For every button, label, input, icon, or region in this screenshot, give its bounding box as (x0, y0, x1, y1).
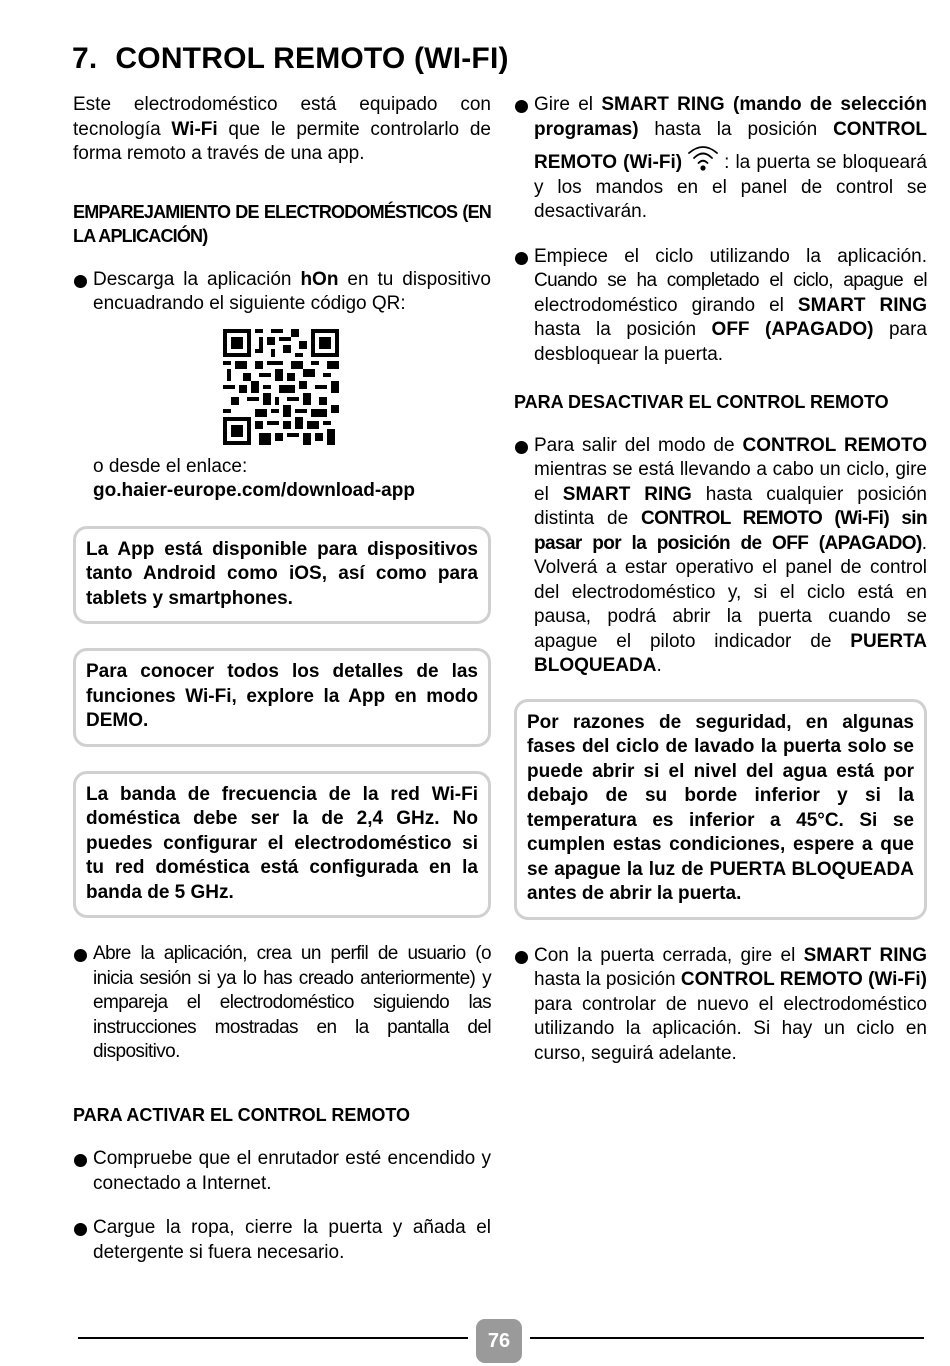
info-box-demo-mode: Para conocer todos los detalles de las funciones Wi-Fi, explore la App en modo DEMO. (73, 648, 491, 747)
section-title: CONTROL REMOTO (WI-FI) (115, 42, 509, 75)
load-bullet: Cargue la ropa, cierre la puerta y añada el detergente si fuera necesario. (73, 1216, 491, 1265)
info-box-wifi-band: La banda de frecuencia de la red Wi-Fi doméstica debe ser la de 2,4 GHz. No puedes configurar el electrodoméstico si tu red doméstica está configurada en la banda de 5 GHz. (73, 771, 491, 919)
wifi-icon (686, 142, 720, 172)
left-column (73, 93, 491, 1265)
qr-code-icon (223, 329, 339, 445)
info-box-app-availability: La App está disponible para dispositivos tanto Android como iOS, así como para tablets y smartphones. (73, 526, 491, 625)
section-heading (72, 42, 509, 76)
exit-mode-bullet: Para salir del modo de CONTROL REMOTO mientras se está llevando a cabo un ciclo, gire el SMART RING hasta cualquier posición distinta de CONTROL REMOTO (Wi-Fi) sin pasar por la posición de OFF (APAGADO). Volverá a estar operativo el panel de control del electrodoméstico y, si el ciclo está en pausa, podrá abrir la puerta cuando se apague el piloto indicador de PUERTA BLOQUEADA. (514, 434, 927, 679)
footer-rule-right (530, 1337, 924, 1339)
activate-subtitle: PARA ACTIVAR EL CONTROL REMOTO (73, 1104, 411, 1125)
router-bullet: Compruebe que el enrutador esté encendido y conectado a Internet. (73, 1147, 491, 1196)
footer-rule-left (78, 1337, 468, 1339)
safety-warning-box: Por razones de seguridad, en algunas fases del ciclo de lavado la puerta solo se puede abrir si el nivel del agua está por debajo de su borde inferior y si la temperatura es inferior a 45°C. Si se cumplen estas condiciones, espere a que se apague la luz de PUERTA BLOQUEADA antes de abrir la puerta. (514, 699, 927, 920)
deactivate-subtitle: PARA DESACTIVAR EL CONTROL REMOTO (514, 392, 889, 412)
download-link[interactable]: go.haier-europe.com/download-app (93, 480, 415, 501)
page-number: 76 (476, 1319, 522, 1363)
turn-ring-bullet: Gire el SMART RING (mando de selección programas) hasta la posición CONTROL REMOTO (Wi-Fi) : la puerta se bloqueará y los mandos en el panel de control se desactivarán. (514, 93, 927, 225)
pairing-subtitle: EMPAREJAMIENTO DE ELECTRODOMÉSTICOS (EN LA APLICACIÓN) (73, 201, 491, 246)
intro-paragraph: Este electrodoméstico está equipado con tecnología Wi-Fi que le permite controlarlo de forma remoto a través de una app. (73, 94, 491, 164)
start-cycle-bullet: Empiece el ciclo utilizando la aplicación. Cuando se ha completado el ciclo, apague el electrodoméstico girando el SMART RING hasta la posición OFF (APAGADO) para desbloquear la puerta. (514, 245, 927, 368)
right-column (514, 93, 927, 1066)
closed-door-bullet: Con la puerta cerrada, gire el SMART RING hasta la posición CONTROL REMOTO (Wi-Fi) para controlar de nuevo el electrodoméstico utilizando la aplicación. Si hay un ciclo en curso, seguirá adelante. (514, 944, 927, 1067)
open-app-bullet: Abre la aplicación, crea un perfil de usuario (o inicia sesión si ya lo has creado anteriormente) y empareja el electrodoméstico siguiendo las instrucciones mostradas en la pantalla del dispositivo. (73, 942, 491, 1065)
link-intro: o desde el enlace: (93, 455, 248, 477)
download-bullet: Descarga la aplicación hOn en tu dispositivo encuadrando el siguiente código QR: (73, 268, 491, 317)
section-number: 7. (72, 42, 98, 75)
